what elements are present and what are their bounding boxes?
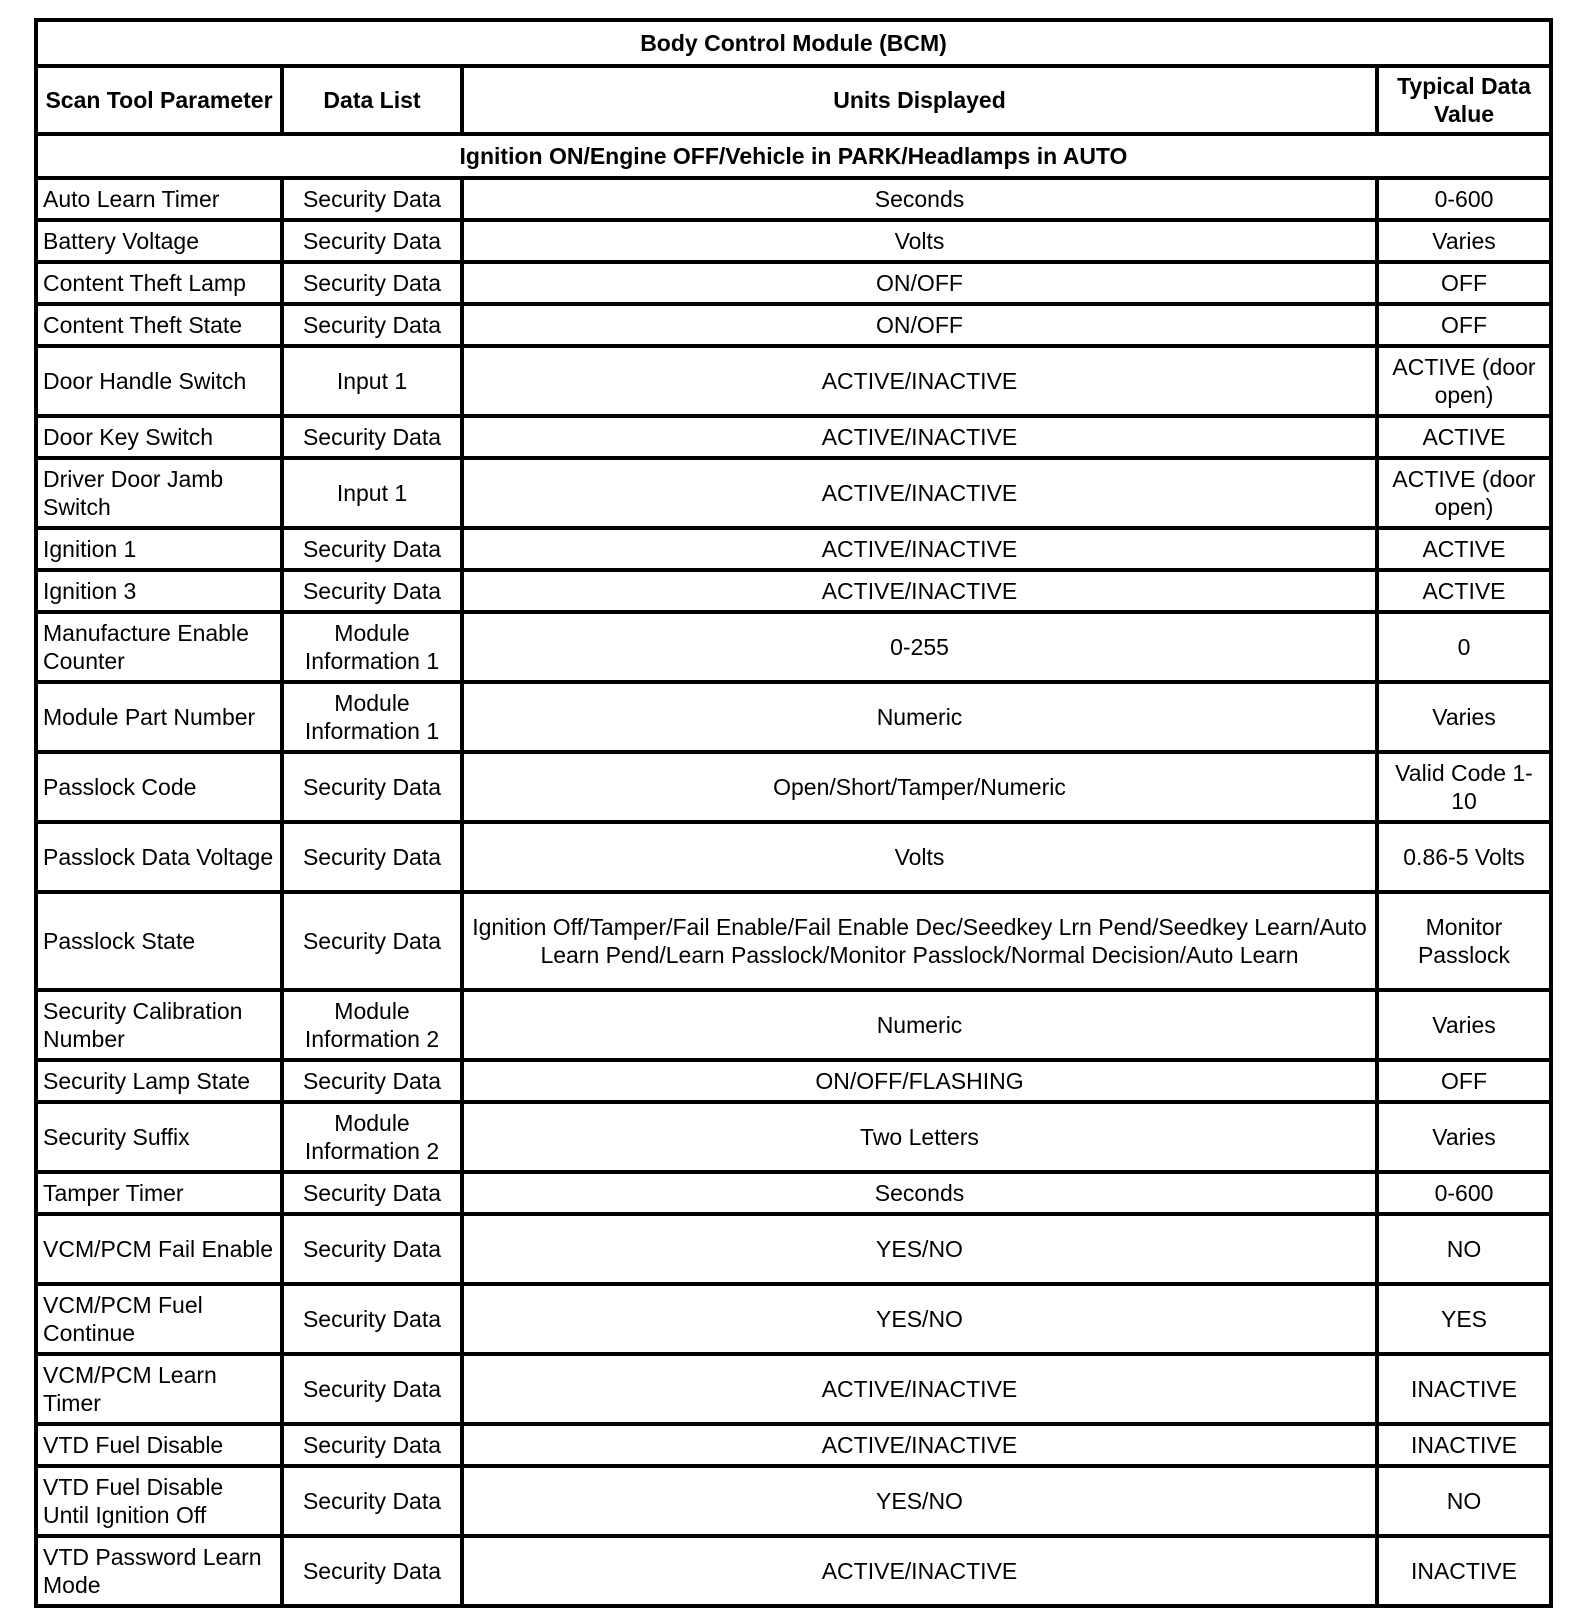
parameter-cell: Content Theft State (36, 304, 282, 346)
table-row (36, 1424, 1551, 1466)
table-row (36, 892, 1551, 990)
typical-value-cell: NO (1377, 1466, 1551, 1536)
data-list-cell: Security Data (282, 178, 462, 220)
units-cell: Numeric (462, 682, 1377, 752)
data-list-cell: Security Data (282, 1284, 462, 1354)
parameter-cell: VCM/PCM Fuel Continue (36, 1284, 282, 1354)
data-list-cell: Security Data (282, 570, 462, 612)
typical-value-cell: INACTIVE (1377, 1536, 1551, 1606)
units-cell: ACTIVE/INACTIVE (462, 1536, 1377, 1606)
data-list-cell: Security Data (282, 892, 462, 990)
data-list-cell: Module Information 1 (282, 682, 462, 752)
table-row (36, 1060, 1551, 1102)
data-list-cell: Module Information 2 (282, 990, 462, 1060)
units-cell: ACTIVE/INACTIVE (462, 528, 1377, 570)
bcm-data-table (34, 18, 1553, 1608)
data-list-cell: Security Data (282, 1214, 462, 1284)
table-row (36, 612, 1551, 682)
units-cell: YES/NO (462, 1466, 1377, 1536)
parameter-cell: Door Key Switch (36, 416, 282, 458)
table-row (36, 220, 1551, 262)
typical-value-cell: 0 (1377, 612, 1551, 682)
units-cell: 0-255 (462, 612, 1377, 682)
parameter-cell: Security Calibration Number (36, 990, 282, 1060)
parameter-cell: Passlock Data Voltage (36, 822, 282, 892)
parameter-cell: Auto Learn Timer (36, 178, 282, 220)
units-cell: ON/OFF/FLASHING (462, 1060, 1377, 1102)
units-cell: ON/OFF (462, 304, 1377, 346)
parameter-cell: Driver Door Jamb Switch (36, 458, 282, 528)
typical-value-cell: ACTIVE (1377, 528, 1551, 570)
units-cell: Open/Short/Tamper/Numeric (462, 752, 1377, 822)
typical-value-cell: YES (1377, 1284, 1551, 1354)
parameter-cell: Passlock State (36, 892, 282, 990)
header-row (36, 66, 1551, 134)
table-row (36, 1354, 1551, 1424)
parameter-cell: VTD Fuel Disable Until Ignition Off (36, 1466, 282, 1536)
typical-value-cell: NO (1377, 1214, 1551, 1284)
table-row (36, 458, 1551, 528)
test-condition: Ignition ON/Engine OFF/Vehicle in PARK/Headlamps in AUTO (36, 134, 1551, 178)
parameter-cell: Security Suffix (36, 1102, 282, 1172)
parameter-cell: Door Handle Switch (36, 346, 282, 416)
data-list-cell: Security Data (282, 528, 462, 570)
table-row (36, 528, 1551, 570)
data-list-cell: Security Data (282, 220, 462, 262)
units-cell: Numeric (462, 990, 1377, 1060)
typical-value-cell: 0-600 (1377, 178, 1551, 220)
units-cell: Two Letters (462, 1102, 1377, 1172)
units-cell: ACTIVE/INACTIVE (462, 1424, 1377, 1466)
typical-value-cell: Varies (1377, 990, 1551, 1060)
parameter-cell: Passlock Code (36, 752, 282, 822)
data-list-cell: Security Data (282, 1466, 462, 1536)
parameter-cell: Security Lamp State (36, 1060, 282, 1102)
parameter-cell: Battery Voltage (36, 220, 282, 262)
data-list-cell: Security Data (282, 1060, 462, 1102)
units-cell: ACTIVE/INACTIVE (462, 346, 1377, 416)
table-title-row (36, 20, 1551, 66)
table-row (36, 262, 1551, 304)
parameter-cell: Module Part Number (36, 682, 282, 752)
typical-value-cell: INACTIVE (1377, 1354, 1551, 1424)
table-row (36, 304, 1551, 346)
table-row (36, 1536, 1551, 1606)
parameter-cell: Manufacture Enable Counter (36, 612, 282, 682)
data-list-cell: Security Data (282, 1424, 462, 1466)
data-list-cell: Security Data (282, 1354, 462, 1424)
data-list-cell: Input 1 (282, 458, 462, 528)
typical-value-cell: Varies (1377, 220, 1551, 262)
typical-value-cell: ACTIVE (1377, 416, 1551, 458)
typical-value-cell: OFF (1377, 262, 1551, 304)
typical-value-cell: 0-600 (1377, 1172, 1551, 1214)
header-units-displayed: Units Displayed (462, 66, 1377, 134)
table-title: Body Control Module (BCM) (36, 20, 1551, 66)
table-row (36, 1466, 1551, 1536)
typical-value-cell: ACTIVE (door open) (1377, 458, 1551, 528)
typical-value-cell: Varies (1377, 1102, 1551, 1172)
units-cell: Seconds (462, 1172, 1377, 1214)
data-list-cell: Security Data (282, 822, 462, 892)
typical-value-cell: OFF (1377, 1060, 1551, 1102)
table-row (36, 682, 1551, 752)
data-list-cell: Security Data (282, 416, 462, 458)
units-cell: ACTIVE/INACTIVE (462, 1354, 1377, 1424)
typical-value-cell: ACTIVE (door open) (1377, 346, 1551, 416)
units-cell: ACTIVE/INACTIVE (462, 458, 1377, 528)
units-cell: YES/NO (462, 1284, 1377, 1354)
data-list-cell: Security Data (282, 304, 462, 346)
table-row (36, 1284, 1551, 1354)
units-cell: ACTIVE/INACTIVE (462, 416, 1377, 458)
parameter-cell: Ignition 3 (36, 570, 282, 612)
header-typical-data-value: Typical Data Value (1377, 66, 1551, 134)
data-list-cell: Input 1 (282, 346, 462, 416)
typical-value-cell: OFF (1377, 304, 1551, 346)
typical-value-cell: INACTIVE (1377, 1424, 1551, 1466)
data-list-cell: Security Data (282, 1536, 462, 1606)
typical-value-cell: Monitor Passlock (1377, 892, 1551, 990)
typical-value-cell: ACTIVE (1377, 570, 1551, 612)
units-cell: ACTIVE/INACTIVE (462, 570, 1377, 612)
typical-value-cell: 0.86-5 Volts (1377, 822, 1551, 892)
parameter-cell: VTD Fuel Disable (36, 1424, 282, 1466)
units-cell: Seconds (462, 178, 1377, 220)
table-row (36, 752, 1551, 822)
table-row (36, 1214, 1551, 1284)
typical-value-cell: Varies (1377, 682, 1551, 752)
data-list-cell: Module Information 1 (282, 612, 462, 682)
parameter-cell: VTD Password Learn Mode (36, 1536, 282, 1606)
units-cell: Volts (462, 220, 1377, 262)
parameter-cell: VCM/PCM Fail Enable (36, 1214, 282, 1284)
table-row (36, 346, 1551, 416)
units-cell: ON/OFF (462, 262, 1377, 304)
table-row (36, 1172, 1551, 1214)
units-cell: Volts (462, 822, 1377, 892)
table-row (36, 822, 1551, 892)
typical-value-cell: Valid Code 1-10 (1377, 752, 1551, 822)
parameter-cell: VCM/PCM Learn Timer (36, 1354, 282, 1424)
data-list-cell: Module Information 2 (282, 1102, 462, 1172)
table-row (36, 570, 1551, 612)
parameter-cell: Tamper Timer (36, 1172, 282, 1214)
header-data-list: Data List (282, 66, 462, 134)
condition-row (36, 134, 1551, 178)
data-list-cell: Security Data (282, 262, 462, 304)
units-cell: Ignition Off/Tamper/Fail Enable/Fail Enable Dec/Seedkey Lrn Pend/Seedkey Learn/Auto Learn Pend/Learn Passlock/Monitor Passlock/Normal Decision/Auto Learn (462, 892, 1377, 990)
units-cell: YES/NO (462, 1214, 1377, 1284)
header-scan-tool-parameter: Scan Tool Parameter (36, 66, 282, 134)
table-row (36, 1102, 1551, 1172)
parameter-cell: Content Theft Lamp (36, 262, 282, 304)
data-list-cell: Security Data (282, 1172, 462, 1214)
table-row (36, 178, 1551, 220)
table-row (36, 416, 1551, 458)
parameter-cell: Ignition 1 (36, 528, 282, 570)
table-row (36, 990, 1551, 1060)
data-list-cell: Security Data (282, 752, 462, 822)
